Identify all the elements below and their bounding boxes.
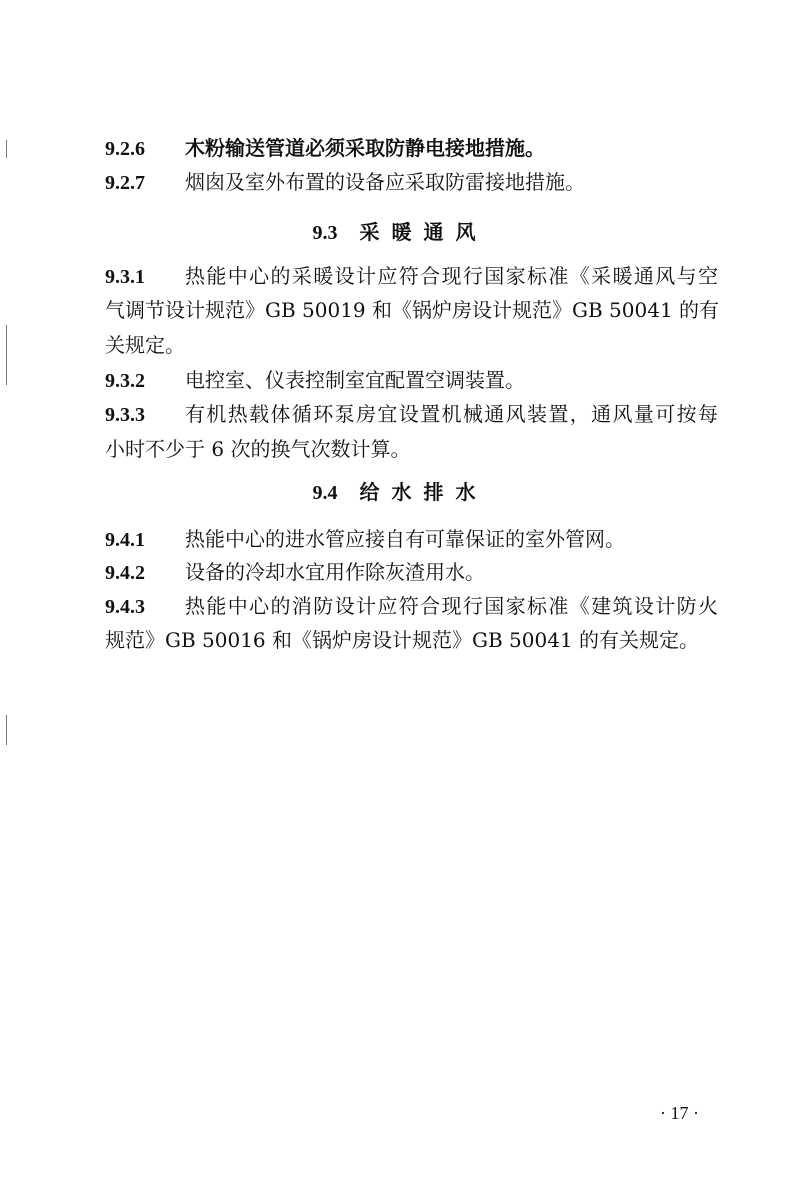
section-number: 9.4 [312, 482, 338, 504]
clause-9-4-2 [105, 557, 718, 587]
scan-edge-mark [6, 140, 7, 158]
clause-number: 9.3.2 [105, 370, 145, 392]
clause-text: 有机热载体循环泵房宜设置机械通风装置，通风量可按每 [185, 402, 718, 426]
clause-text: 热能中心的进水管应接自有可靠保证的室外管网。 [185, 527, 625, 551]
clause-9-3-1 [105, 261, 718, 291]
clause-text: 热能中心的采暖设计应符合现行国家标准《采暖通风与空 [185, 264, 718, 288]
section-heading-9-3 [0, 217, 800, 247]
clause-text: 电控室、仪表控制室宜配置空调装置。 [185, 368, 525, 392]
section-number: 9.3 [312, 222, 338, 244]
clause-number: 9.3.3 [105, 404, 145, 426]
clause-9-2-6 [105, 133, 718, 163]
clause-number: 9.3.1 [105, 266, 145, 288]
clause-number: 9.4.3 [105, 596, 145, 618]
clause-number: 9.4.2 [105, 562, 145, 584]
clause-9-2-7 [105, 167, 718, 197]
clause-number: 9.4.1 [105, 529, 145, 551]
clause-text: 设备的冷却水宜用作除灰渣用水。 [185, 560, 485, 584]
clause-9-3-2 [105, 365, 718, 395]
clause-9-3-3 [105, 399, 718, 429]
clause-text: 热能中心的消防设计应符合现行国家标准《建筑设计防火 [185, 594, 718, 618]
scan-edge-mark [6, 325, 7, 385]
scan-edge-mark [6, 715, 7, 745]
page-number: · 17 · [660, 1103, 699, 1123]
clause-number: 9.2.6 [105, 138, 145, 160]
section-heading-9-4 [0, 477, 800, 507]
clause-text-continued: 关规定。 [105, 333, 185, 357]
section-title: 采暖通风 [359, 220, 488, 244]
clause-text: 木粉输送管道必须采取防静电接地措施。 [185, 136, 545, 160]
clause-text-continued: 气调节设计规范》GB 50019 和《锅炉房设计规范》GB 50041 的有 [105, 298, 720, 322]
clause-text-continued: 小时不少于 6 次的换气次数计算。 [105, 437, 411, 461]
section-title: 给水排水 [359, 480, 488, 504]
clause-text: 烟囱及室外布置的设备应采取防雷接地措施。 [185, 170, 585, 194]
clause-number: 9.2.7 [105, 172, 145, 194]
clause-9-4-1 [105, 524, 718, 554]
clause-9-4-3 [105, 591, 718, 621]
clause-text-continued: 规范》GB 50016 和《锅炉房设计规范》GB 50041 的有关规定。 [105, 628, 700, 652]
